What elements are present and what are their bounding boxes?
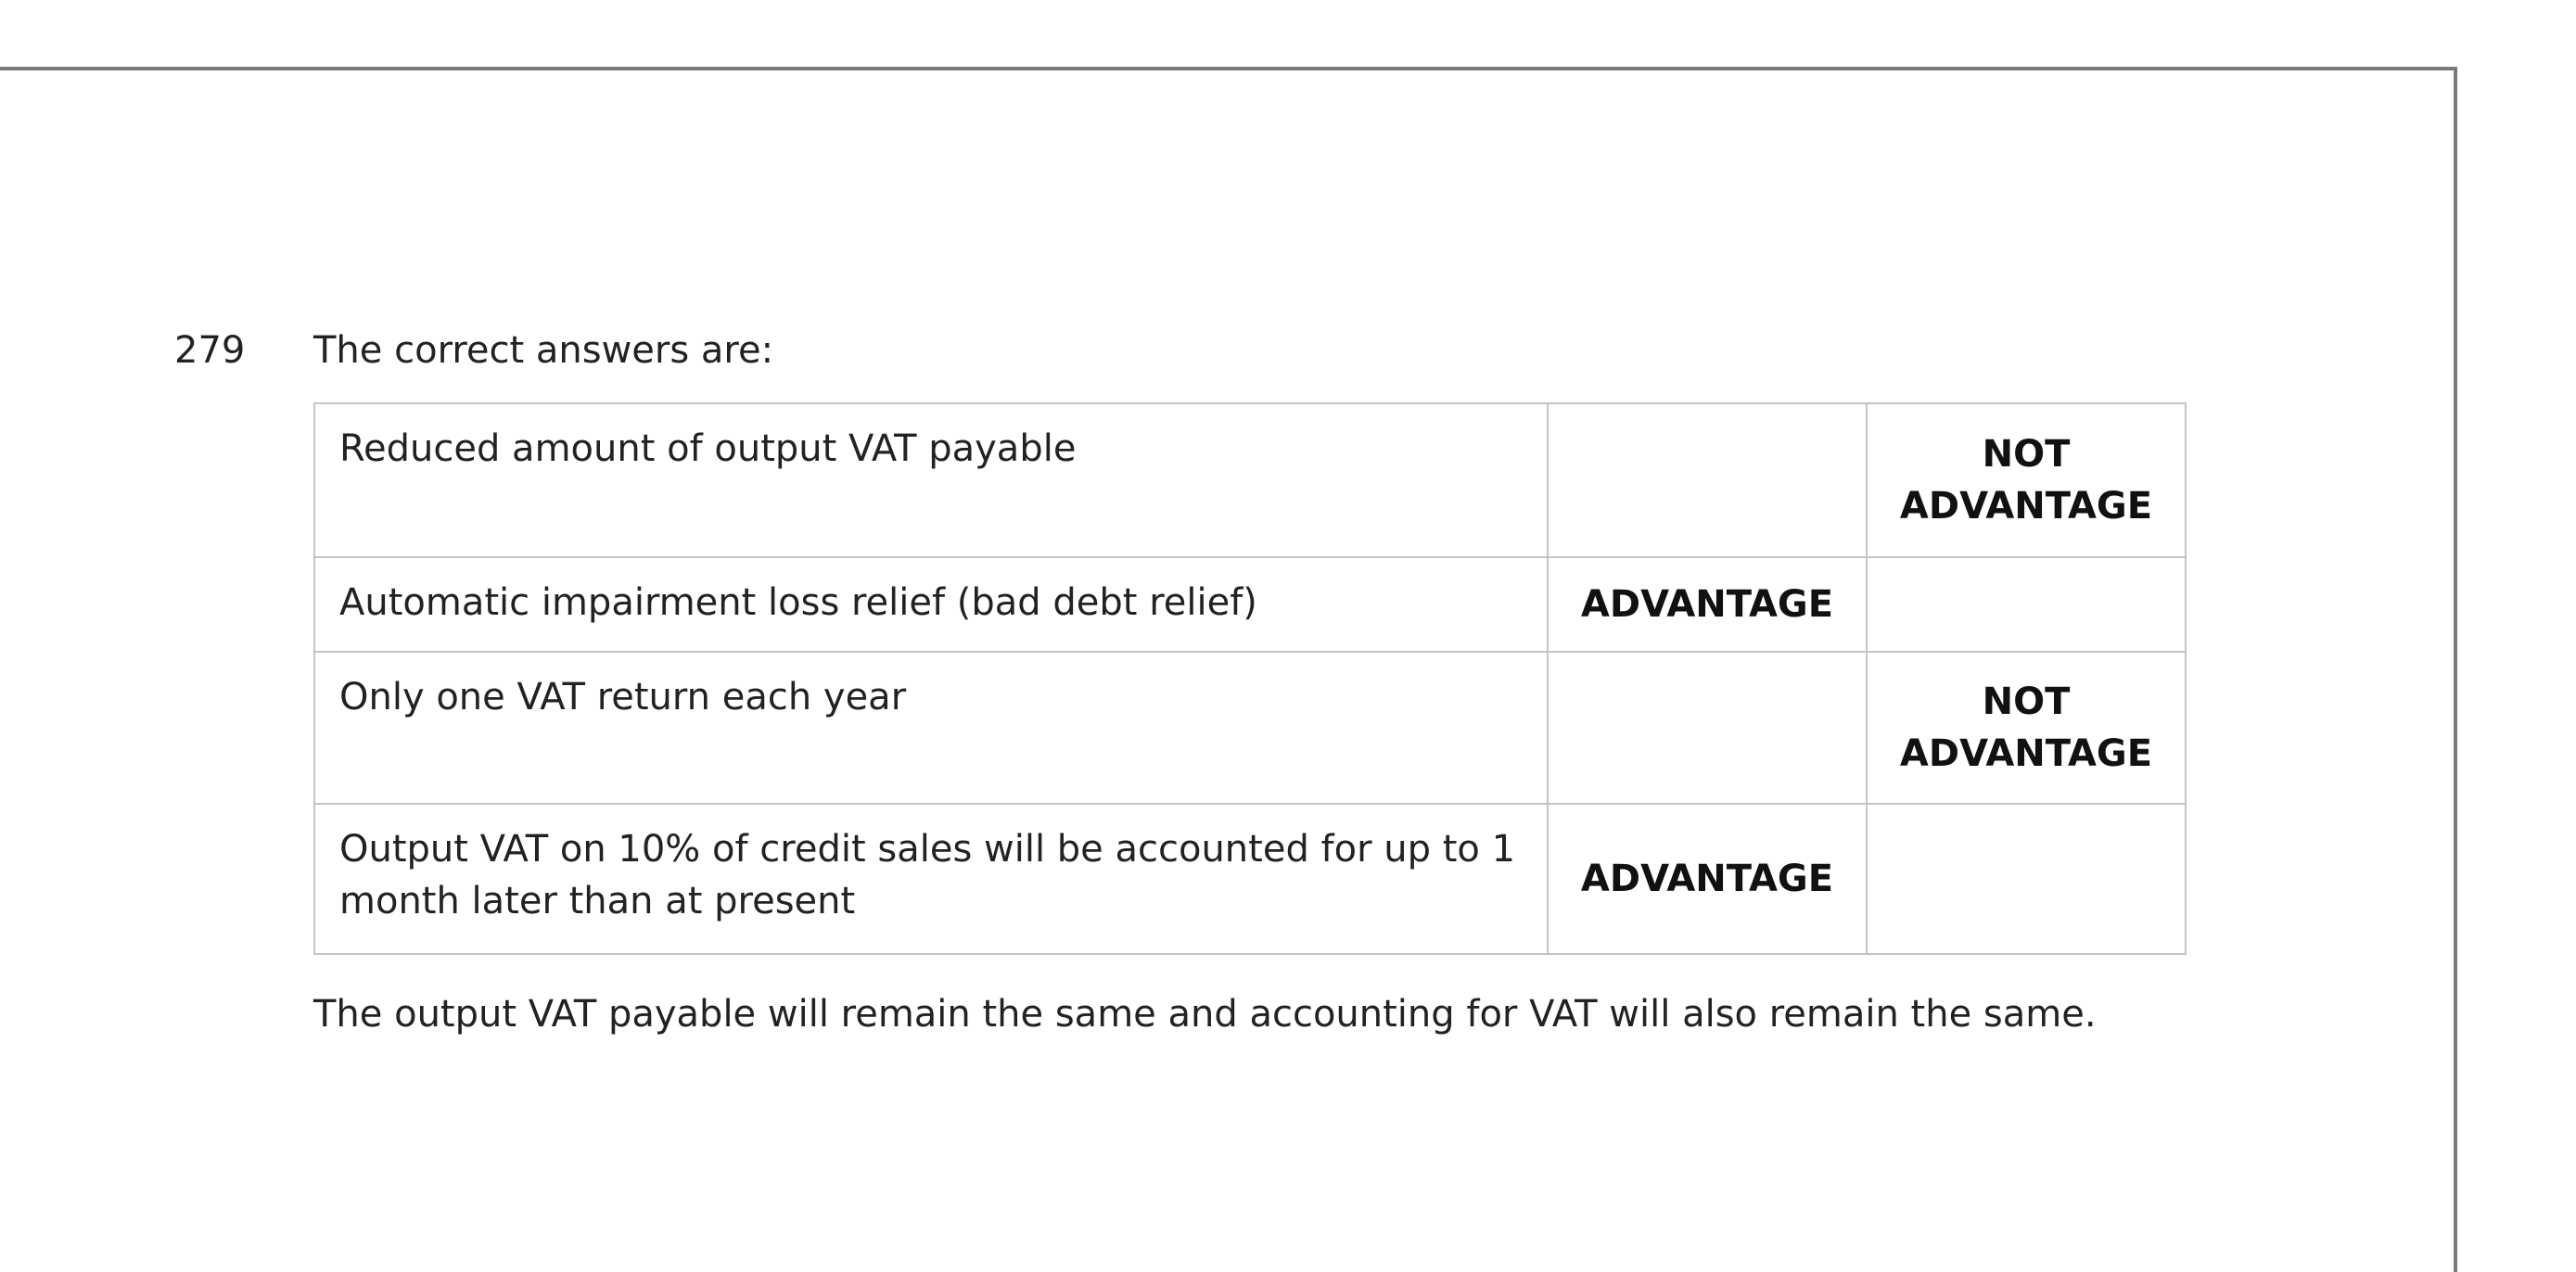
advantage-cell: ADVANTAGE — [1548, 804, 1867, 954]
statement-cell: Automatic impairment loss relief (bad debt relief) — [314, 557, 1548, 652]
table-row — [314, 804, 2186, 954]
statement-cell: Output VAT on 10% of credit sales will be accounted for up to 1 month later than at present — [314, 804, 1548, 954]
table-row — [314, 652, 2186, 804]
not-advantage-cell — [1867, 557, 2186, 652]
question-intro: The correct answers are: — [313, 329, 774, 372]
question-number: 279 — [174, 329, 246, 372]
table-row — [314, 557, 2186, 652]
answers-table — [313, 402, 2187, 955]
statement-cell: Reduced amount of output VAT payable — [314, 403, 1548, 557]
advantage-cell — [1548, 652, 1867, 804]
explanation-text: The output VAT payable will remain the same and accounting for VAT will also remain the same. — [313, 993, 2097, 1036]
not-advantage-cell — [1867, 804, 2186, 954]
statement-cell: Only one VAT return each year — [314, 652, 1548, 804]
not-advantage-cell: NOT ADVANTAGE — [1867, 403, 2186, 557]
advantage-cell — [1548, 403, 1867, 557]
not-advantage-cell: NOT ADVANTAGE — [1867, 652, 2186, 804]
table-row — [314, 403, 2186, 557]
advantage-cell: ADVANTAGE — [1548, 557, 1867, 652]
